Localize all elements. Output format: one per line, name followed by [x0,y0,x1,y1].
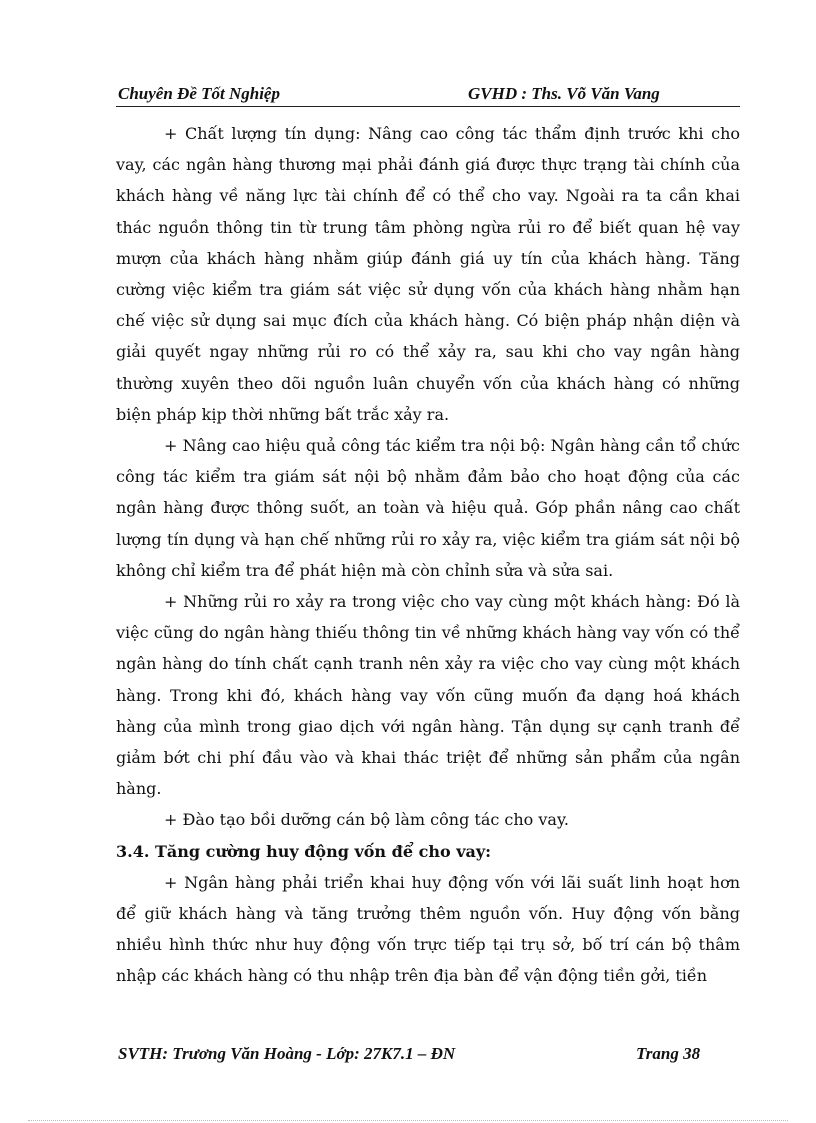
header-rule [116,106,740,107]
page-header [116,84,740,106]
header-document-title: Chuyên Đề Tốt Nghiệp [118,84,280,103]
paragraph-capital-mobilization: + Ngân hàng phải triển khai huy động vốn với lãi suất linh hoạt hơn để giữ khách hàng và tăng trưởng thêm nguồn vốn. Huy động vốn bằng nhiều hình thức như huy động vốn trực tiếp tại trụ sở, bố trí cán bộ thâm nhập các khách hàng có thu nhập trên địa bàn để vận động tiền gởi, tiền [116,872,740,986]
paragraph-staff-training: + Đào tạo bồi dưỡng cán bộ làm công tác cho vay. [164,810,569,830]
page-footer [116,1044,740,1066]
page-bottom-border [28,1120,788,1121]
paragraph-shared-customer-risk: + Những rủi ro xảy ra trong việc cho vay cùng một khách hàng: Đó là việc cũng do ngân hàng thiếu thông tin về những khách hàng vay vốn có thể ngân hàng do tính chất cạnh tranh nên xảy ra việc cho vay cùng một khách hàng. Trong khi đó, khách hàng vay vốn cũng muốn đa dạng hoá khách hàng của mình trong giao dịch với ngân hàng. Tận dụng sự cạnh tranh để giảm bớt chi phí đầu vào và khai thác triệt để những sản phẩm của ngân hàng. [116,592,740,799]
paragraph-credit-quality: + Chất lượng tín dụng: Nâng cao công tác thẩm định trước khi cho vay, các ngân hàng thương mại phải đánh giá được thực trạng tài chính của khách hàng về năng lực tài chính để có thể cho vay. Ngoài ra ta cần khai thác nguồn thông tin từ trung tâm phòng ngừa rủi ro để biết quan hệ vay mượn của khách hàng nhằm giúp đánh giá uy tín của khách hàng. Tăng cường việc kiểm tra giám sát việc sử dụng vốn của khách hàng nhằm hạn chế việc sử dụng sai mục đích của khách hàng. Có biện pháp nhận diện và giải quyết ngay những rủi ro có thể xảy ra, sau khi cho vay ngân hàng thường xuyên theo dõi nguồn luân chuyển vốn của khách hàng có những biện pháp kịp thời những bất trắc xảy ra. [116,124,740,424]
section-heading: 3.4. Tăng cường huy động vốn để cho vay: [116,841,492,861]
header-supervisor: GVHD : Ths. Võ Văn Vang [468,84,660,103]
paragraph-internal-audit: + Nâng cao hiệu quả công tác kiểm tra nội bộ: Ngân hàng cần tổ chức công tác kiểm tra giám sát nội bộ nhằm đảm bảo cho hoạt động của các ngân hàng được thông suốt, an toàn và hiệu quả. Góp phần nâng cao chất lượng tín dụng và hạn chế những rủi ro xảy ra, việc kiểm tra giám sát nội bộ không chỉ kiểm tra để phát hiện mà còn chỉnh sửa và sửa sai. [116,436,740,580]
footer-student-info: SVTH: Trương Văn Hoàng - Lớp: 27K7.1 – ĐN [118,1044,456,1063]
page-body [116,118,740,992]
footer-page-number: Trang 38 [636,1044,701,1063]
